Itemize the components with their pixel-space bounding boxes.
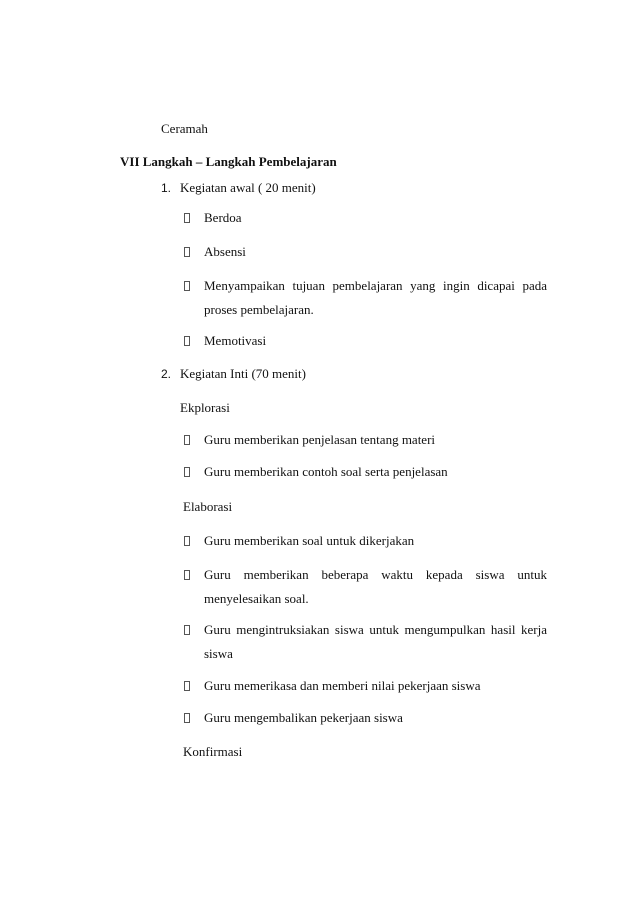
activity-2-title: Kegiatan Inti (70 menit) [180,366,306,381]
bullet-icon [184,625,190,635]
activity-2-number: 2. [161,367,172,381]
exploration-label: Ekplorasi [180,400,230,415]
method-text: Ceramah [161,121,208,136]
bullet-icon [184,213,190,223]
section-heading: VII Langkah – Langkah Pembelajaran [120,154,337,169]
bullet-icon [184,247,190,257]
bullet-icon [184,536,190,546]
bullet-icon [184,281,190,291]
list-item-penjelasan-materi: Guru memberikan penjelasan tentang materi [204,432,436,447]
list-item-soal-dikerjakan: Guru memberikan soal untuk dikerjakan [204,533,415,548]
list-item-memotivasi: Memotivasi [204,333,267,348]
bullet-icon [184,435,190,445]
list-item-mengembalikan: Guru mengembalikan pekerjaan siswa [204,710,403,725]
activity-1-title: Kegiatan awal ( 20 menit) [180,180,316,195]
confirmation-label: Konfirmasi [183,744,243,759]
list-item-contoh-soal: Guru memberikan contoh soal serta penjelasan [204,464,448,479]
bullet-icon [184,713,190,723]
list-item-tujuan-line-1: Menyampaikan tujuan pembelajaran yang ingin dicapai pada [204,278,547,293]
list-item-mengumpulkan-line-1: Guru mengintruksiakan siswa untuk mengumpulkan hasil kerja [204,622,547,637]
activity-1-number: 1. [161,181,172,195]
list-item-waktu-line-1: Guru memberikan beberapa waktu kepada siswa untuk [204,567,547,582]
bullet-icon [184,336,190,346]
list-item-berdoa: Berdoa [204,210,242,225]
list-item-tujuan-line-2: proses pembelajaran. [204,302,314,317]
list-item-waktu-line-2: menyelesaikan soal. [204,591,309,606]
list-item-mengumpulkan-line-2: siswa [204,646,233,661]
bullet-icon [184,570,190,580]
bullet-icon [184,681,190,691]
list-item-memberi-nilai: Guru memerikasa dan memberi nilai pekerjaan siswa [204,678,481,693]
list-item-absensi: Absensi [204,244,246,259]
bullet-icon [184,467,190,477]
elaboration-label: Elaborasi [183,499,233,514]
